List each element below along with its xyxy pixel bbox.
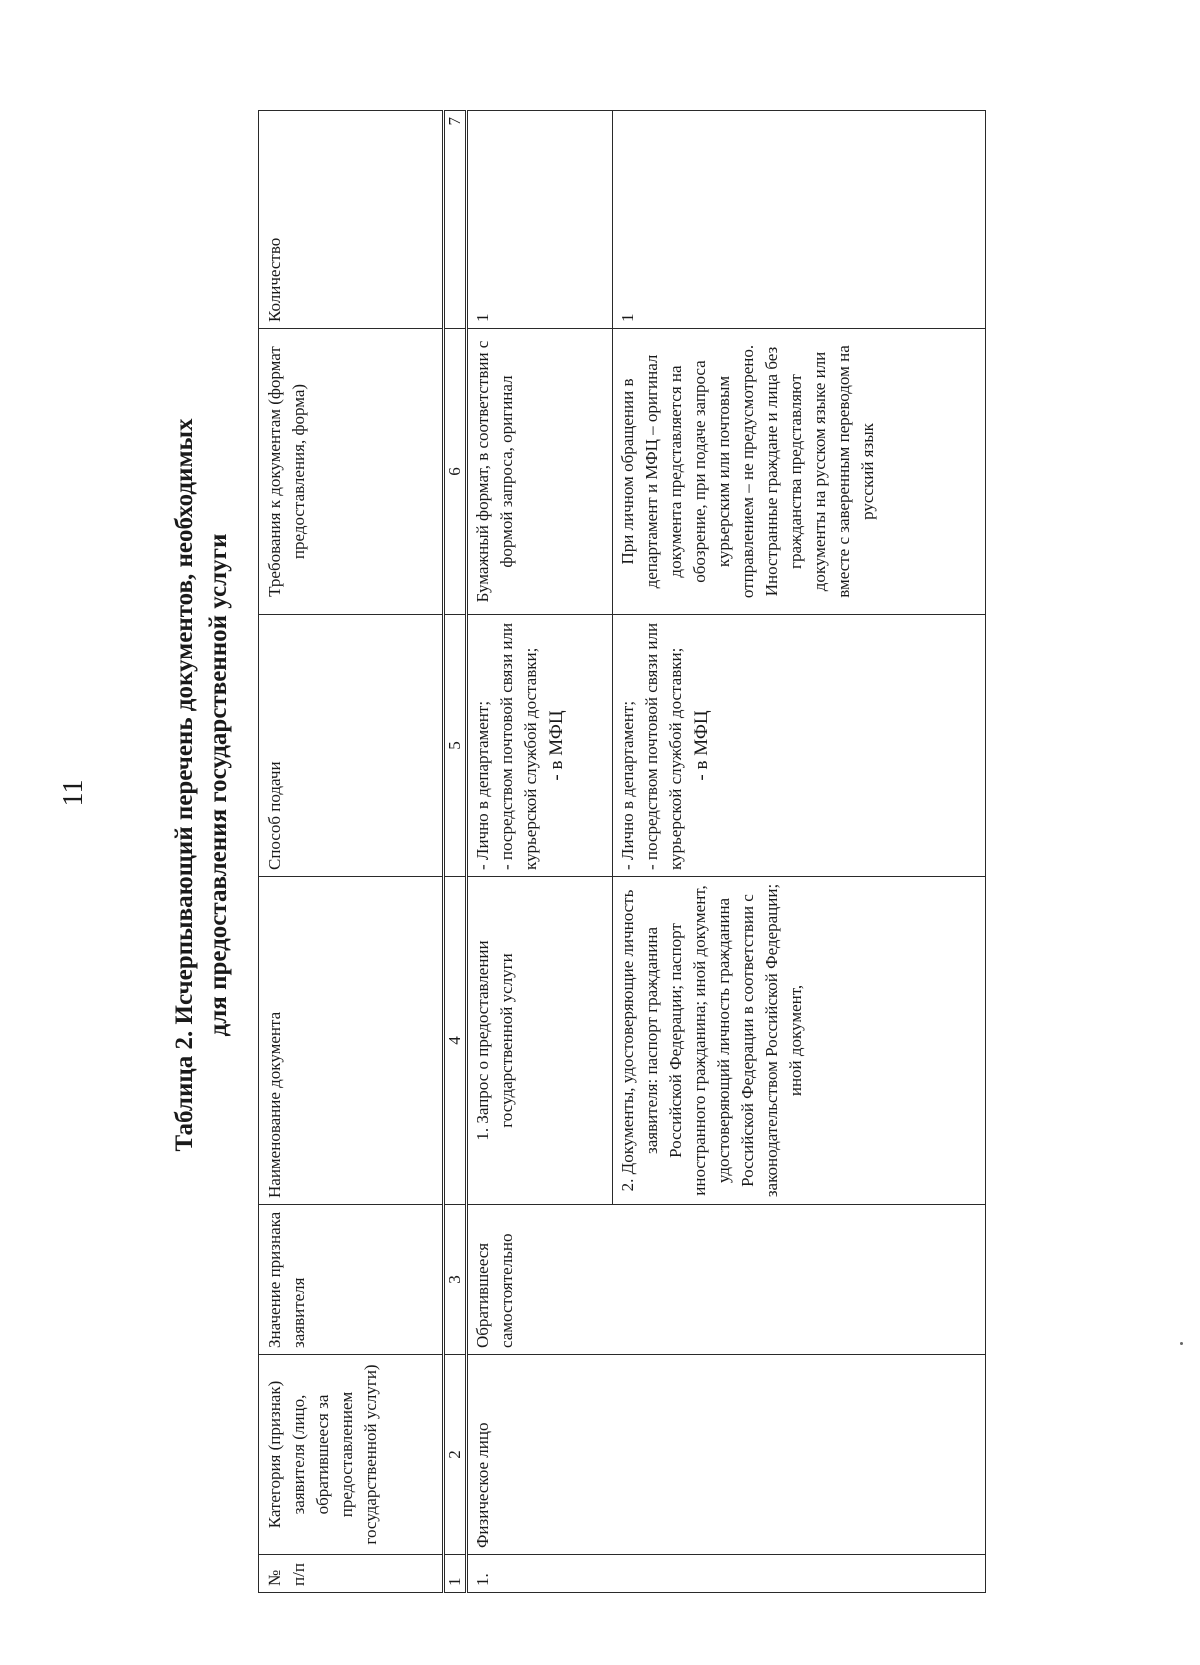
applicant-category: Физическое лицо (467, 1355, 986, 1555)
document-quantity: 1 (467, 111, 613, 329)
table-row (467, 111, 613, 1593)
method-item: - Лично в департамент; (473, 700, 492, 870)
document-requirements: При личном обращении в департамент и МФЦ – оригинал документа представляется на обозрение, при подаче запроса курьерским или почтовым отправлением – не предусмотрено. Иностранные граждане и лица без гражданства представляют документы на русском языке или вместе с заверенным переводом на русский язык (613, 329, 986, 615)
column-number: 3 (444, 1205, 467, 1355)
column-number: 5 (444, 615, 467, 877)
header-document-name: Наименование документа (259, 877, 444, 1205)
column-number: 7 (444, 111, 467, 329)
header-category: Категория (признак) заявителя (лицо, обратившееся за предоставлением государственной услуги) (259, 1355, 444, 1555)
method-item: - в МФЦ (546, 710, 567, 781)
table-title-line-1: Таблица 2. Исчерпывающий перечень документов, необходимых (171, 418, 198, 1152)
document-requirements: Бумажный формат, в соответствии с формой запроса, оригинал (467, 329, 613, 615)
document-quantity: 1 (613, 111, 986, 329)
header-number: № п/п (259, 1555, 444, 1593)
column-number: 6 (444, 329, 467, 615)
header-quantity: Количество (259, 111, 444, 329)
table-title (168, 235, 236, 1335)
scan-speck (1180, 1342, 1183, 1345)
method-item: - Лично в департамент; (618, 700, 637, 870)
applicant-attribute-value: Обратившееся самостоятельно (467, 1205, 986, 1355)
documents-table (258, 110, 986, 1593)
document-name: 1. Запрос о предоставлении государственной услуги (467, 877, 613, 1205)
row-number: 1. (467, 1555, 986, 1593)
page-number: 11 (58, 779, 89, 807)
column-number: 4 (444, 877, 467, 1205)
submission-method (467, 615, 613, 877)
table-header-row (259, 111, 444, 1593)
table-title-line-2: для предоставления государственной услуги (205, 533, 232, 1037)
column-number: 2 (444, 1355, 467, 1555)
header-value: Значение признака заявителя (259, 1205, 444, 1355)
header-requirements: Требования к документам (формат предоставления, форма) (259, 329, 444, 615)
method-item: - посредством почтовой связи или курьерской службой доставки; (497, 622, 540, 870)
column-number: 1 (444, 1555, 467, 1593)
document-name: 2. Документы, удостоверяющие личность заявителя: паспорт гражданина Российской Федерации; паспорт иностранного гражданина; иной документ, удостоверяющий личность гражданина Российской Федерации в соответствии с законодательством Российской Федерации; иной документ, (613, 877, 986, 1205)
method-item: - в МФЦ (691, 710, 712, 781)
method-item: - посредством почтовой связи или курьерской службой доставки; (642, 622, 685, 870)
header-submission-method: Способ подачи (259, 615, 444, 877)
column-number-row (444, 111, 467, 1593)
submission-method (613, 615, 986, 877)
